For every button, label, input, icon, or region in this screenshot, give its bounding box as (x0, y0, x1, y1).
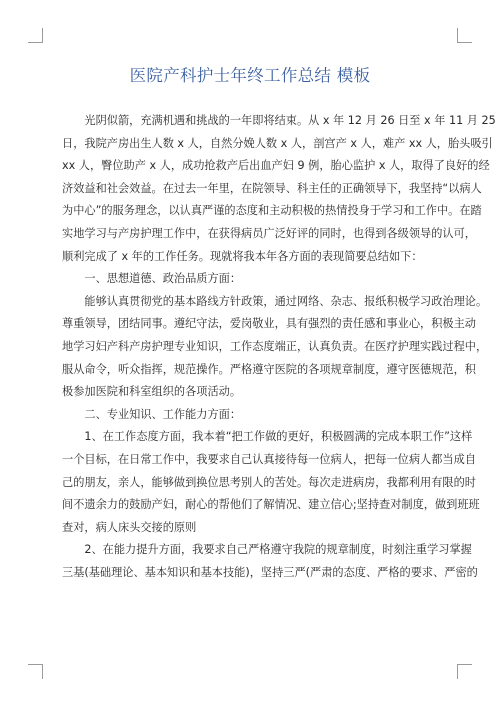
body-line: 己的朋友，亲人，能够做到换位思考别人的苦处。每次走进病房，我都利用有限的时 (62, 475, 476, 489)
document-title: 医院产科护士年终工作总结 模板 (129, 66, 371, 85)
body-line: 光阴似箭，充满机遇和挑战的一年即将结束。从 x 年 12 月 26 日至 x 年 11 月 25 (62, 114, 496, 127)
body-line: 顺利完成了 x 年的工作任务。现就将我本年各方面的表现简要总结如下： (62, 249, 423, 263)
body-line: 能够认真贯彻党的基本路线方针政策，通过网络、杂志、报纸积极学习政治理论。 (62, 294, 488, 308)
body-line: 2、在能力提升方面，我要求自己严格遵守我院的规章制度，时刻注重学习掌握 (62, 543, 472, 557)
body-line: 服从命令，听众指挥，规范操作。严格遵守医院的各项规章制度，遵守医德规范，积 (62, 362, 476, 376)
body-line: 实地学习与产房护理工作中，在获得病员广泛好评的同时，也得到各级领导的认可， (62, 226, 476, 240)
body-line: 日，我院产房出生人数 x 人，自然分娩人数 x 人，剖宫产 x 人，难产 xx 人，胎头吸引 (62, 136, 493, 150)
body-line: 二、专业知识、工作能力方面： (62, 407, 242, 421)
body-line: 济效益和社会效益。在过去一年里，在院领导、科主任的正确领导下，我坚持“以病人 (62, 181, 482, 195)
body-line: 极参加医院和科室组织的各项活动。 (62, 385, 242, 399)
document-body (62, 110, 496, 584)
crop-mark-top-right (457, 28, 472, 43)
body-line: 尊重领导，团结同事。遵纪守法，爱岗敬业，具有强烈的责任感和事业心，积极主动 (62, 317, 476, 331)
body-line: 间不遗余力的鼓励产妇，耐心的帮他们了解情况、建立信心;坚持查对制度，做到班班 (62, 498, 480, 512)
body-line: xx 人，臀位助产 x 人，成功抢救产后出血产妇 9 例，胎心监护 x 人，取得了良好的经 (62, 159, 490, 173)
body-line: 地学习妇产科产房护理专业知识，工作态度端正，认真负责。在医疗护理实践过程中， (62, 339, 488, 353)
crop-mark-bottom-right (457, 664, 472, 679)
body-line: 三基(基础理论、基本知识和基本技能)，坚持三严(严肃的态度、严格的要求、严密的 (62, 565, 478, 579)
crop-mark-bottom-left (28, 664, 43, 679)
body-line: 1、在工作态度方面，我本着“把工作做的更好，积极圆满的完成本职工作”这样 (62, 430, 473, 444)
crop-mark-top-left (28, 28, 43, 43)
body-line: 一、思想道德、政治品质方面： (62, 272, 242, 286)
body-line: 为中心”的服务理念，以认真严谨的态度和主动积极的热情投身于学习和工作中。在踏 (62, 204, 482, 218)
body-line: 一个目标，在日常工作中，我要求自己认真接待每一位病人，把每一位病人都当成自 (62, 452, 476, 466)
body-line: 查对，病人床头交接的原则 (62, 520, 197, 534)
